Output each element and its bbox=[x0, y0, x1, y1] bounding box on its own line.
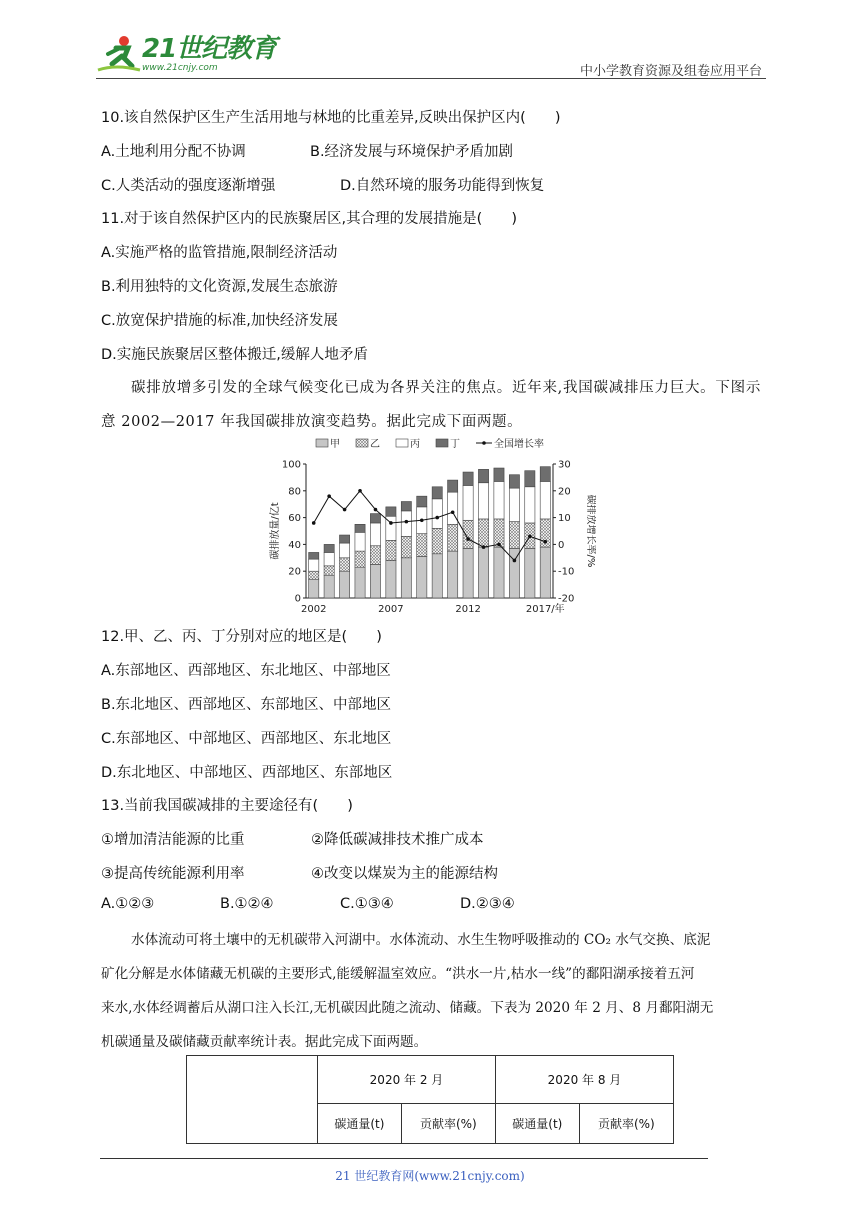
platform-title: 中小学教育资源及组卷应用平台 bbox=[579, 64, 762, 79]
bar-segment bbox=[448, 524, 458, 551]
bar-segment bbox=[463, 485, 473, 520]
bar-segment bbox=[417, 534, 427, 557]
table-subheader-flux-feb: 碳通量(t) bbox=[318, 1104, 402, 1144]
bar-segment bbox=[417, 556, 427, 598]
table-subheader-rate-feb: 贡献率(%) bbox=[401, 1104, 495, 1144]
y-right-tick-label: -10 bbox=[558, 566, 575, 578]
y-left-tick-label: 40 bbox=[288, 539, 301, 551]
bar-segment bbox=[309, 552, 319, 559]
q13-option-c[interactable]: C.①③④ bbox=[340, 896, 394, 912]
legend-label: 丁 bbox=[450, 439, 460, 450]
bar-segment bbox=[509, 522, 519, 549]
bar-segment bbox=[401, 558, 411, 598]
bar-segment bbox=[401, 536, 411, 557]
footer-divider bbox=[100, 1158, 708, 1159]
x-tick-label: 2017/年 bbox=[525, 604, 565, 615]
q11-stem: 11.对于该自然保护区内的民族聚居区,其合理的发展措施是( ) bbox=[101, 211, 517, 227]
bar-segment bbox=[339, 571, 349, 598]
intro-poyang-line-4: 机碳通量及碳储藏贡献率统计表。据此完成下面两题。 bbox=[101, 1034, 428, 1050]
x-tick-label: 2012 bbox=[455, 604, 481, 615]
q10-option-c[interactable]: C.人类活动的强度逐渐增强 bbox=[101, 178, 276, 194]
y-right-axis-label: 碳排放增长率/% bbox=[585, 494, 596, 568]
bar-segment bbox=[309, 559, 319, 571]
bar-segment bbox=[324, 575, 334, 598]
bar-segment bbox=[339, 535, 349, 543]
bar-segment bbox=[401, 511, 411, 536]
bar-segment bbox=[540, 467, 550, 482]
legend-label: 全国增长率 bbox=[494, 439, 544, 450]
bar-segment bbox=[494, 468, 504, 481]
q10-stem: 10.该自然保护区生产生活用地与林地的比重差异,反映出保护区内( ) bbox=[101, 110, 561, 126]
bar-segment bbox=[355, 551, 365, 567]
bar-segment bbox=[432, 554, 442, 598]
bar-segment bbox=[339, 558, 349, 571]
legend-swatch bbox=[436, 439, 448, 447]
legend-label: 丙 bbox=[410, 439, 420, 450]
bar-segment bbox=[448, 492, 458, 524]
bar-segment bbox=[417, 496, 427, 507]
bar-segment bbox=[386, 507, 396, 516]
header-divider bbox=[96, 78, 766, 79]
q13-stem: 13.当前我国碳减排的主要途径有( ) bbox=[101, 798, 353, 814]
bar-segment bbox=[540, 547, 550, 598]
q13-option-b[interactable]: B.①②④ bbox=[220, 896, 274, 912]
bar-segment bbox=[386, 560, 396, 598]
bar-segment bbox=[509, 548, 519, 598]
bar-segment bbox=[386, 540, 396, 560]
footer-source[interactable]: 21 世纪教育网(www.21cnjy.com) bbox=[335, 1169, 525, 1183]
growth-rate-point bbox=[312, 521, 316, 525]
bar-segment bbox=[370, 546, 380, 565]
bar-segment bbox=[370, 523, 380, 546]
y-right-tick-label: 20 bbox=[558, 486, 571, 498]
bar-segment bbox=[478, 483, 488, 519]
bar-segment bbox=[370, 514, 380, 523]
page-header bbox=[96, 30, 766, 80]
bar-segment bbox=[448, 551, 458, 598]
q10-option-b[interactable]: B.经济发展与环境保护矛盾加剧 bbox=[310, 144, 514, 160]
legend-swatch bbox=[316, 439, 328, 447]
legend-line-point bbox=[482, 441, 486, 445]
growth-rate-point bbox=[374, 508, 378, 512]
legend-swatch bbox=[356, 439, 368, 447]
bar-segment bbox=[401, 502, 411, 511]
growth-rate-point bbox=[405, 520, 409, 524]
q12-option-a[interactable]: A.东部地区、西部地区、东北地区、中部地区 bbox=[101, 663, 391, 679]
growth-rate-point bbox=[543, 540, 547, 544]
bar-segment bbox=[494, 481, 504, 519]
logo-url: www.21cnjy.com bbox=[142, 62, 218, 73]
q12-option-d[interactable]: D.东北地区、中部地区、西部地区、东部地区 bbox=[101, 765, 393, 781]
growth-rate-point bbox=[343, 508, 347, 512]
bar-segment bbox=[324, 552, 334, 565]
growth-rate-point bbox=[513, 559, 517, 563]
bar-segment bbox=[525, 487, 535, 523]
q11-option-a[interactable]: A.实施严格的监管措施,限制经济活动 bbox=[101, 245, 338, 261]
y-left-tick-label: 100 bbox=[281, 459, 301, 471]
bar-segment bbox=[525, 471, 535, 487]
bar-segment bbox=[494, 547, 504, 598]
growth-rate-point bbox=[358, 489, 362, 493]
bar-segment bbox=[432, 487, 442, 499]
y-left-axis-label: 碳排放量/亿t bbox=[270, 502, 281, 560]
q13-statement-4: ④改变以煤炭为主的能源结构 bbox=[311, 866, 498, 882]
bar-segment bbox=[478, 469, 488, 482]
growth-rate-point bbox=[528, 535, 532, 539]
x-tick-label: 2007 bbox=[378, 604, 404, 615]
q13-statement-1: ①增加清洁能源的比重 bbox=[101, 832, 245, 848]
q13-statement-2: ②降低碳减排技术推广成本 bbox=[311, 832, 484, 848]
bar-segment bbox=[448, 480, 458, 492]
legend-swatch bbox=[396, 439, 408, 447]
bar-segment bbox=[309, 579, 319, 598]
bar-segment bbox=[355, 532, 365, 551]
growth-rate-point bbox=[497, 543, 501, 547]
y-left-tick-label: 0 bbox=[294, 593, 301, 605]
bar-segment bbox=[324, 544, 334, 552]
bar-segment bbox=[370, 565, 380, 599]
intro-carbon-emission: 碳排放增多引发的全球气候变化已成为各界关注的焦点。近年来,我国碳减排压力巨大。下图示意 2002—2017 年我国碳排放演变趋势。据此完成下面两题。 bbox=[101, 380, 761, 430]
bar-segment bbox=[339, 543, 349, 558]
q11-option-d[interactable]: D.实施民族聚居区整体搬迁,缓解人地矛盾 bbox=[101, 347, 368, 363]
intro-poyang-line-1: 水体流动可将土壤中的无机碳带入河湖中。水体流动、水生生物呼吸推动的 CO₂ 水气交换、底泥 bbox=[131, 932, 711, 948]
y-left-tick-label: 60 bbox=[288, 513, 301, 525]
y-left-tick-label: 20 bbox=[288, 566, 301, 578]
bar-segment bbox=[525, 548, 535, 598]
runner-logo-icon bbox=[96, 34, 142, 74]
carbon-emission-chart bbox=[266, 436, 596, 616]
site-logo[interactable] bbox=[96, 34, 276, 74]
table-header-feb: 2020 年 2 月 bbox=[318, 1056, 496, 1104]
table-subheader-rate-aug: 贡献率(%) bbox=[579, 1104, 673, 1144]
growth-rate-point bbox=[451, 510, 455, 514]
bar-segment bbox=[540, 481, 550, 519]
bar-segment bbox=[324, 566, 334, 575]
table-header-aug: 2020 年 8 月 bbox=[495, 1056, 673, 1104]
bar-segment bbox=[355, 524, 365, 532]
bar-segment bbox=[509, 488, 519, 522]
q13-option-d[interactable]: D.②③④ bbox=[460, 896, 515, 912]
growth-rate-point bbox=[327, 494, 331, 498]
y-right-tick-label: 10 bbox=[558, 513, 571, 525]
q11-option-b[interactable]: B.利用独特的文化资源,发展生态旅游 bbox=[101, 279, 338, 295]
legend-label: 乙 bbox=[370, 439, 380, 450]
bar-segment bbox=[509, 475, 519, 488]
growth-rate-point bbox=[466, 537, 470, 541]
logo-text: 21世纪教育 bbox=[142, 33, 277, 64]
y-right-tick-label: -20 bbox=[558, 593, 575, 605]
growth-rate-point bbox=[389, 521, 393, 525]
growth-rate-point bbox=[482, 545, 486, 549]
legend-label: 甲 bbox=[330, 439, 340, 450]
intro-poyang-line-3: 来水,水体经调蓄后从湖口注入长江,无机碳因此随之流动、储藏。下表为 2020 年 2 月、8 月鄱阳湖无 bbox=[101, 1000, 714, 1016]
table-corner-cell bbox=[187, 1056, 318, 1144]
q12-option-b[interactable]: B.东北地区、西部地区、东部地区、中部地区 bbox=[101, 697, 392, 713]
bar-segment bbox=[432, 499, 442, 528]
bar-segment bbox=[478, 519, 488, 547]
y-right-tick-label: 0 bbox=[558, 539, 565, 551]
intro-poyang-line-2: 矿化分解是水体储藏无机碳的主要形式,能缓解温室效应。“洪水一片,枯水一线”的鄱阳湖承接着五河 bbox=[101, 966, 695, 982]
bar-segment bbox=[355, 567, 365, 598]
q11-option-c[interactable]: C.放宽保护措施的标准,加快经济发展 bbox=[101, 313, 338, 329]
bar-segment bbox=[432, 528, 442, 553]
q13-statement-3: ③提高传统能源利用率 bbox=[101, 866, 245, 882]
bar-segment bbox=[463, 520, 473, 548]
bar-segment bbox=[463, 548, 473, 598]
y-left-tick-label: 80 bbox=[288, 486, 301, 498]
q12-option-c[interactable]: C.东部地区、中部地区、西部地区、东北地区 bbox=[101, 731, 392, 747]
bar-segment bbox=[309, 571, 319, 579]
q10-option-a[interactable]: A.土地利用分配不协调 bbox=[101, 144, 246, 160]
carbon-flux-table bbox=[186, 1055, 674, 1144]
x-tick-label: 2002 bbox=[300, 604, 327, 615]
growth-rate-point bbox=[435, 516, 439, 520]
bar-segment bbox=[478, 547, 488, 598]
y-right-tick-label: 30 bbox=[558, 459, 571, 471]
q10-option-d[interactable]: D.自然环境的服务功能得到恢复 bbox=[340, 178, 545, 194]
growth-rate-point bbox=[420, 518, 424, 522]
q12-stem: 12.甲、乙、丙、丁分别对应的地区是( ) bbox=[101, 629, 382, 645]
table-subheader-flux-aug: 碳通量(t) bbox=[495, 1104, 579, 1144]
q13-option-a[interactable]: A.①②③ bbox=[101, 896, 155, 912]
bar-segment bbox=[463, 472, 473, 485]
